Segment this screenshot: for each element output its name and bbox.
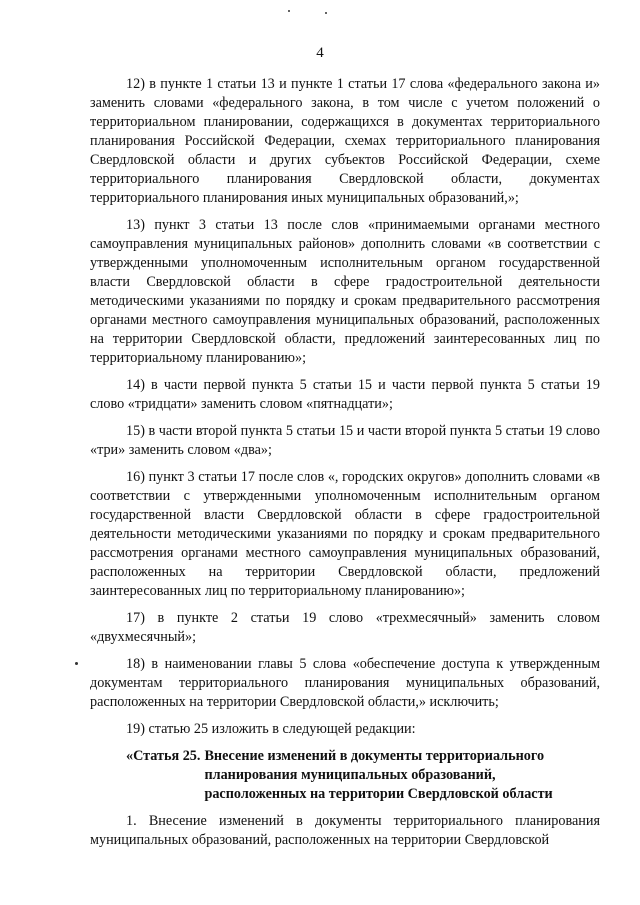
article-paragraph-1: 1. Внесение изменений в документы территориального планирования муниципальных образований, расположенных на территории Свердловской bbox=[90, 813, 600, 848]
scan-speck bbox=[288, 10, 290, 12]
paragraph-14: 14) в части первой пункта 5 статьи 15 и части первой пункта 5 статьи 19 слово «тридцати» заменить словом «пятнадцати»; bbox=[90, 377, 600, 412]
document-body bbox=[90, 75, 600, 858]
paragraph-17: 17) в пункте 2 статьи 19 слово «трехмесячный» заменить словом «двухмесячный»; bbox=[90, 610, 600, 645]
article-label: «Статья 25. bbox=[126, 748, 201, 764]
paragraph-19: 19) статью 25 изложить в следующей редакции: bbox=[126, 721, 416, 737]
article-title: Внесение изменений в документы территориального планирования муниципальных образований, расположенных на территории Свердловской области bbox=[204, 748, 553, 802]
scan-speck bbox=[325, 12, 327, 14]
paragraph-13: 13) пункт 3 статьи 13 после слов «принимаемыми органами местного самоуправления муниципальных районов» дополнить словами «в соответствии с утвержденными уполномоченным исполнительным органом государственной власти Свердловской области в сфере градостроительной деятельности методическими указаниями по порядку и срокам предварительного рассмотрения органами местного самоуправления муниципальных образований, расположенных на территории Свердловской области, предложений заинтересованных лиц по территориальному планированию»; bbox=[90, 217, 600, 366]
article-heading bbox=[90, 747, 600, 804]
paragraph-15: 15) в части второй пункта 5 статьи 15 и части второй пункта 5 статьи 19 слово «три» заменить словом «два»; bbox=[90, 423, 600, 458]
paragraph-12: 12) в пункте 1 статьи 13 и пункте 1 статьи 17 слова «федерального закона и» заменить словами «федерального закона, в том числе с учетом положений о территориальном планировании, содержащихся в документах территориального планирования Российской Федерации, схемах территориального планирования Свердловской области и других субъектов Российской Федерации, схеме территориального планирования Свердловской области, документах территориального планирования иных муниципальных образований,»; bbox=[90, 76, 600, 206]
page-number: 4 bbox=[316, 45, 324, 61]
paragraph-18: 18) в наименовании главы 5 слова «обеспечение доступа к утвержденным документам территориального планирования муниципальных образований, расположенных на территории Свердловской области,» исключить; bbox=[90, 656, 600, 710]
scan-speck bbox=[75, 662, 78, 665]
paragraph-16: 16) пункт 3 статьи 17 после слов «, городских округов» дополнить словами «в соответствии с утвержденными уполномоченным исполнительным органом государственной власти Свердловской области в сфере градостроительной деятельности методическими указаниями по порядку и срокам предварительного рассмотрения органами местного самоуправления муниципальных образований, расположенных на территории Свердловской области, предложений заинтересованных лиц по территориальному планированию»; bbox=[90, 469, 600, 599]
